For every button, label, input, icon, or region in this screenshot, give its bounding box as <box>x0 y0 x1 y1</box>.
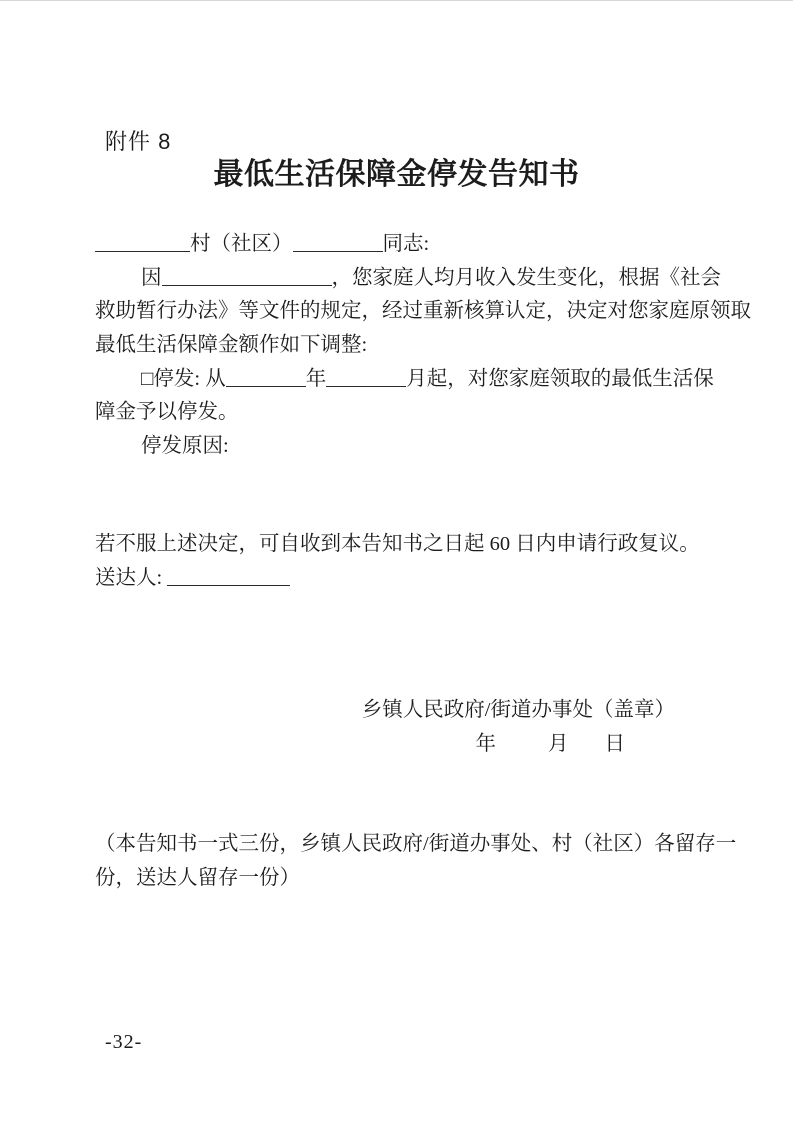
form-line <box>95 728 717 762</box>
text-segment: 救助暂行办法》等文件的规定，经过重新核算认定，决定对您家庭原领取 <box>95 300 751 323</box>
text-segment: 障金予以停发。 <box>95 401 239 424</box>
attachment-label: 附件 8 <box>105 129 172 154</box>
form-line <box>95 262 721 296</box>
form-line <box>95 329 717 363</box>
text-segment: 乡镇人民政府/街道办事处（盖章） <box>361 699 675 721</box>
text-segment: 年 <box>305 367 327 390</box>
signature-block <box>95 694 717 761</box>
form-line <box>95 228 717 262</box>
text-segment: 停发原因: <box>141 435 229 458</box>
text-segment: 因 <box>141 266 162 289</box>
text-segment: （本告知书一式三份，乡镇人民政府/街道办事处、村（社区）各留存一 <box>95 833 737 855</box>
form-line <box>95 862 717 896</box>
text-segment: 日 <box>604 732 625 755</box>
text-segment: 同志: <box>382 233 430 255</box>
reason-field <box>162 264 332 286</box>
text-segment: 村（社区） <box>190 233 293 255</box>
form-line <box>95 363 717 397</box>
text-segment: 月 <box>548 732 569 755</box>
recipient-name-field <box>293 231 383 253</box>
notice-body-block <box>95 228 751 464</box>
form-line <box>95 528 717 562</box>
form-line <box>95 295 751 329</box>
month-field <box>326 365 406 387</box>
appeal-and-deliverer-block <box>95 528 717 595</box>
text-segment: ，您家庭人均月收入发生变化，根据《社会 <box>331 266 721 289</box>
text-segment: 若不服上述决定，可自收到本告知书之日起 60 日内申请行政复议。 <box>95 533 700 555</box>
form-line <box>95 396 717 430</box>
form-line <box>95 430 717 464</box>
document-title: 最低生活保障金停发告知书 <box>213 158 580 191</box>
village-name-field <box>95 231 190 253</box>
text-segment: 份，送达人留存一份） <box>95 866 300 889</box>
stop-payment-checkbox: □ <box>141 367 154 390</box>
form-line <box>95 828 737 862</box>
form-line <box>95 562 717 596</box>
text-segment: 月起，对您家庭领取的最低生活保 <box>406 367 714 390</box>
text-segment: 最低生活保障金额作如下调整: <box>95 334 368 357</box>
text-segment: 送达人: <box>95 566 168 589</box>
deliverer-field <box>167 564 290 586</box>
copies-note-block <box>95 828 737 895</box>
text-segment: 年 <box>475 732 496 755</box>
form-line <box>95 694 717 728</box>
text-segment: 停发: 从 <box>153 367 226 390</box>
page-number: -32- <box>105 1031 143 1053</box>
year-field <box>226 365 306 387</box>
